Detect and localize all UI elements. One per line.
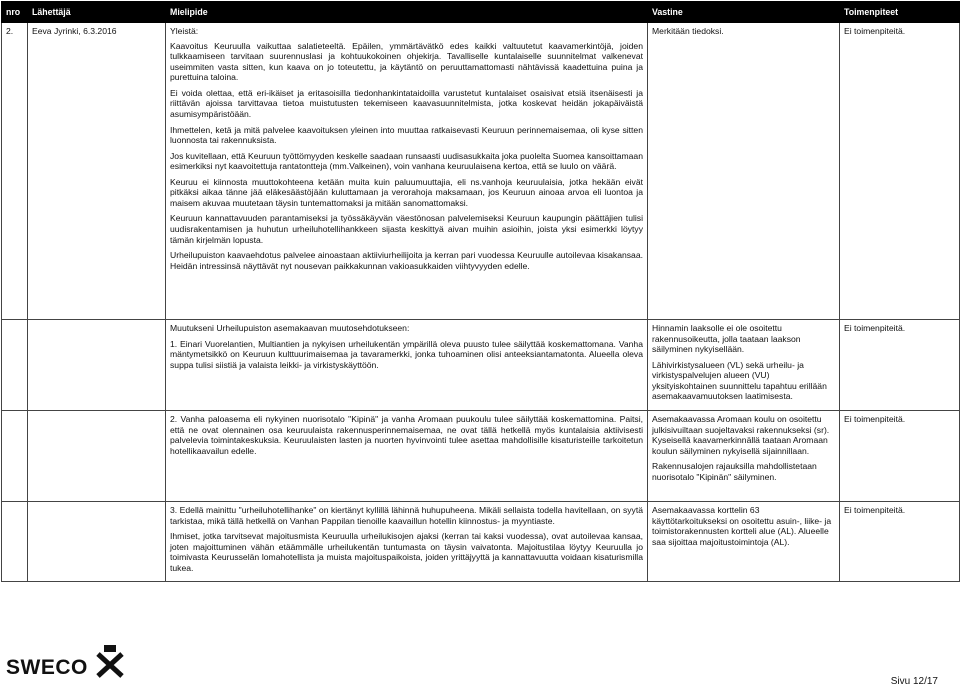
opinion-paragraph: Keuruu ei kiinnosta muuttokohteena ketään muita kuin paluumuuttajia, eli ns.vanhoja keuruulaisia, jotka hekään eivät pitkäksi aikaa tänne jää eläkesäästöjään kuluttamaan ja verorahoja maksamaan, jos Keuruun ainoaa arvoa eli luontoa ja maisem akuvaa muutetaan täysin tuntemattomaksi ja mitään sanomattomaksi. [170, 176, 643, 208]
opinion-paragraph: Ihmettelen, ketä ja mitä palvelee kaavoituksen yleinen into muuttaa ratkaisevasti Keuruun perinnemaisemaa, oli kyse sitten luonnosta tai rakennuksista. [170, 124, 643, 146]
cell-nro [2, 410, 28, 501]
response-paragraph: Hinnamin laaksolle ei ole osoitettu rakennusoikeutta, jolla taataan laakson säilyminen nykyisellään. [652, 323, 801, 355]
logo-text: SWECO [6, 656, 88, 679]
opinion-paragraph: Keuruun kannattavuuden parantamiseksi ja työssäkäyvän väestönosan palvelemiseksi Keuruun kaupungin päättäjien tulisi uudisrakentamisen ja huhutun urheiluhotellihankkeen sijasta keskittyä aivan muihin asioihin, joista yksi esimerkki löytyy tämän kirjelmän lopusta. [170, 213, 643, 245]
response-paragraph: Lähivirkistysalueen (VL) sekä urheilu- ja virkistyspalvelujen alueen (VU) yksityiskohtainen suunnittelu tapahtuu erillään asemakaavamuutoksen laatimisesta. [652, 359, 827, 402]
cell-sender: Eeva Jyrinki, 6.3.2016 [28, 23, 166, 320]
cell-nro [2, 501, 28, 581]
cell-actions: Ei toimenpiteitä. [840, 23, 960, 320]
table-header-row [2, 2, 960, 23]
cell-actions: Ei toimenpiteitä. [840, 410, 960, 501]
cell-nro [2, 320, 28, 411]
cell-sender [28, 320, 166, 411]
cell-sender [28, 501, 166, 581]
header-actions: Toimenpiteet [840, 2, 960, 23]
comments-table [1, 1, 960, 582]
cell-opinion [166, 320, 648, 411]
table-row [2, 23, 960, 320]
cell-opinion [166, 501, 648, 581]
page-number: Sivu 12/17 [890, 676, 938, 687]
opinion-heading: Yleistä: [170, 26, 199, 36]
opinion-paragraph: 1. Einari Vuorelantien, Multiantien ja nykyisen urheilukentän ympärillä oleva puusto tulee säilyttää koskemattomana. Vanha mäntymetsikkö on Keuruun kulttuurimaisemaa ja tavaramerkki, jonka tuhoaminen olisi anteeksiantamatonta. Alueella oleva suppa tulisi siistiä ja valaista leikki- ja virkistyskäyttöön. [170, 338, 643, 370]
cell-response: Merkitään tiedoksi. [648, 23, 840, 320]
header-nro: nro [2, 2, 28, 23]
table-row [2, 410, 960, 501]
table-row [2, 320, 960, 411]
cell-response [648, 410, 840, 501]
table-row [2, 501, 960, 581]
opinion-paragraph: Kaavoitus Keuruulla vaikuttaa salatieteeltä. Epäilen, ymmärtävätkö edes kaikki valtuutetut kaavamerkintöjä, joiden tulkkaamiseen tarvitaan suurennuslasi ja kohtuukokoinen ohjekirja. Tavalliselle kuntalaiselle suunnitelmat valkenevat useimmiten vasta sitten, kun kaava on jo toteutettu, ja käytäntö on peruuttamattomasti nähtävissä kaadettuina puina ja purettuina taloina. [170, 40, 643, 83]
header-sender: Lähettäjä [28, 2, 166, 23]
cell-opinion [166, 410, 648, 501]
response-paragraph: Rakennusalojen rajauksilla mahdollistetaan nuorisotalo "Kipinän" säilyminen. [652, 461, 817, 482]
opinion-paragraph: 3. Edellä mainittu "urheiluhotellihanke" on kiertänyt kyllillä lähinnä huhupuheena. Mikäli sellaista todella havitellaan, on syytä tarkistaa, mikä tällä hetkellä on Vanhan Pappilan tienoille kaavaillun hotellin kiinnostus- ja myyntiaste. [170, 504, 643, 526]
cell-response [648, 320, 840, 411]
sweco-logo [6, 642, 136, 682]
cell-response: Asemakaavassa korttelin 63 käyttötarkoitukseksi on osoitettu asuin-, liike- ja toimistorakennusten kortteli alue (AL). Alueelle saa sijoittaa majoitustoimintoja (AL). [648, 501, 840, 581]
opinion-paragraph: 2. Vanha paloasema eli nykyinen nuorisotalo "Kipinä" ja vanha Aromaan puukoulu tulee säilyttää koskemattomina. Paitsi, että ne ovat olennainen osa keuruulaista rakennusperinnemaisemaa, ne ovat tällä hetkellä myös kuntalaisia aktiivisesti palvelevia toimintakeskuksia. Keuruulaisten lasten ja nuorten hyvinvointi tulee asettaa mahdollisille kisaturisteille tarkoitetun hotellikaavailun edelle. [170, 413, 643, 456]
cell-opinion [166, 23, 648, 320]
opinion-paragraph: Ihmiset, jotka tarvitsevat majoitusmista Keuruulla urheilukisojen ajaksi (kerran tai kaksi vuodessa), ovat autoilevaa kansaa, joten majoittuminen vähän etäämmälle urheilukentän tuntumasta on täysin vaivatonta. Majoitustilaa löytyy Keuruulla jo toimivasta Keurusselän lomahotellista ja muista majoituspaikoista, joiden yrittäjyyttä ja kannattavuutta voidaan kisaturismilla tukea. [170, 531, 643, 573]
opinion-heading: Muutukseni Urheilupuiston asemakaavan muutosehdotukseen: [170, 323, 410, 333]
cell-sender [28, 410, 166, 501]
opinion-paragraph: Urheilupuiston kaavaehdotus palvelee ainoastaan aktiiviurheilijoita ja kerran pari vuodessa Keuruulle autoilevaa kisakansaa. Heidän intressinsä näyttävät nyt nousevan paikkakunnan vakioasukkaiden viihtyvyyden edelle. [170, 250, 643, 271]
header-response: Vastine [648, 2, 840, 23]
cell-actions: Ei toimenpiteitä. [840, 501, 960, 581]
opinion-paragraph: Jos kuvitellaan, että Keuruun työttömyyden keskelle saadaan runsaasti uudisasukkaita joka puolelta Suomea kansoittamaan esimerkiksi nyt kaavoitettuja rantatontteja (mm.Valkeinen), voin vanhana keuruulaisena kertoa, että se luulo on väärä. [170, 150, 643, 172]
cell-nro: 2. [2, 23, 28, 320]
cell-actions: Ei toimenpiteitä. [840, 320, 960, 411]
sweco-x-icon [92, 644, 128, 678]
opinion-paragraph: Ei voida olettaa, että eri-ikäiset ja eritasoisilla tiedonhankintataidoilla varustetut kuntalaiset osaisivat etsiä itsenäisesti ja riittävän ajoissa tarvittavaa tietoa muistutusten tekemiseen kaavasuunnitelmista, jotka koskevat heidän jokapäiväistä asumisympäristöään. [170, 87, 643, 119]
header-opinion: Mielipide [166, 2, 648, 23]
response-paragraph: Asemakaavassa Aromaan koulu on osoitettu julkisivuiltaan suojeltavaksi rakennukseksi (sr). Kyseisellä kaavamerkinnällä taataan Aromaan koulun säilyminen nykyisellä sijainnillaan. [652, 413, 830, 456]
